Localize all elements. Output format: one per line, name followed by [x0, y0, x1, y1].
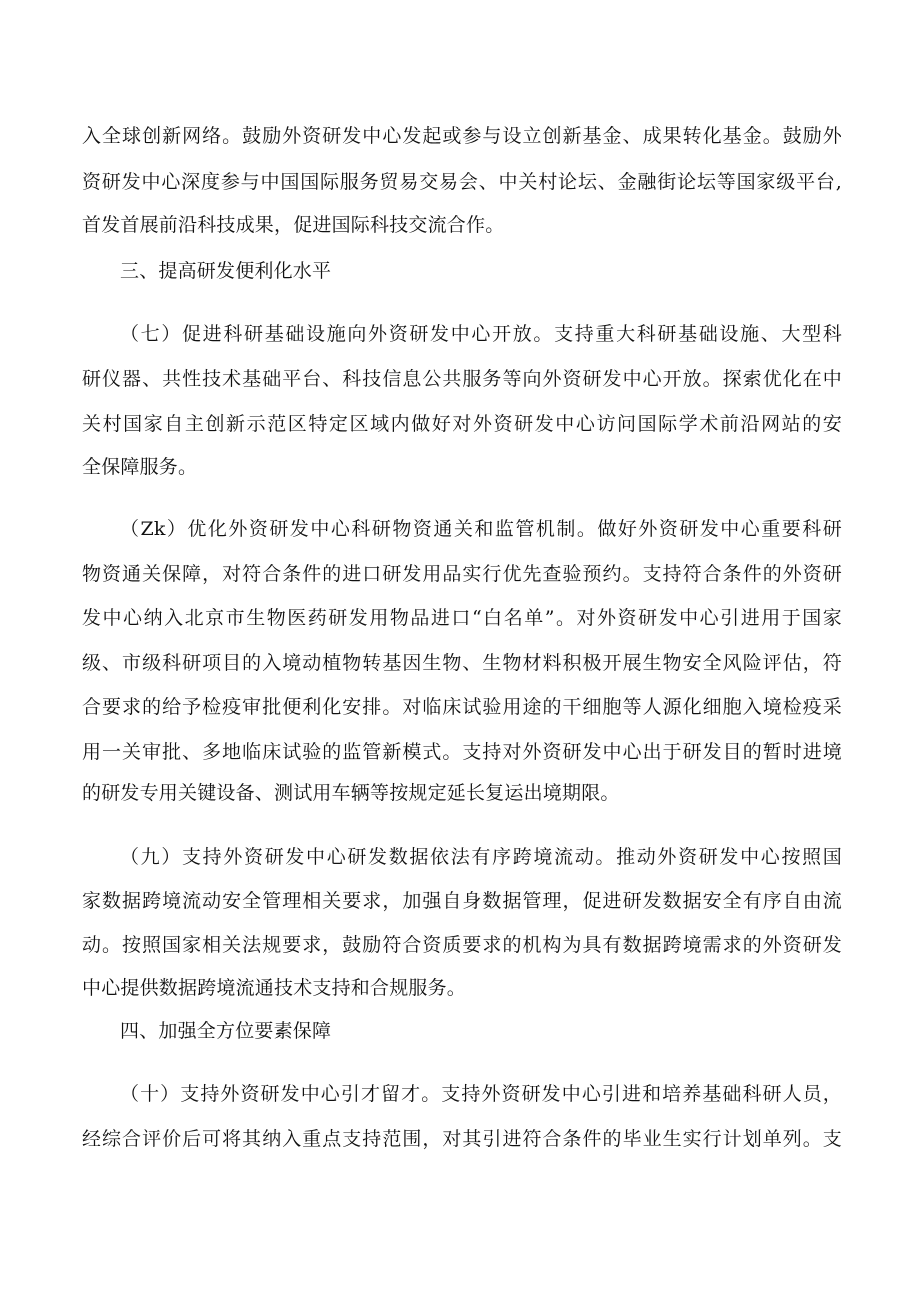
- text-line: 合要求的给予检疫审批便利化安排。对临床试验用途的干细胞等人源化细胞入境检疫采: [82, 696, 842, 718]
- text-line: 级、市级科研项目的入境动植物转基因生物、生物材料积极开展生物安全风险评估，符: [82, 652, 842, 674]
- text-line: 资研发中心深度参与中国国际服务贸易交易会、中关村论坛、金融街论坛等国家级平台,: [82, 171, 842, 193]
- text-line: 用一关审批、多地临床试验的监管新模式。支持对外资研发中心出于研发目的暂时进境: [82, 741, 842, 763]
- text-line: 经综合评价后可将其纳入重点支持范围，对其引进符合条件的毕业生实行计划单列。支: [82, 1128, 842, 1150]
- text-line: 首发首展前沿科技成果，促进国际科技交流合作。: [82, 214, 505, 236]
- text-line: 全保障服务。: [82, 456, 198, 478]
- text-line: 中心提供数据跨境流通技术支持和合规服务。: [82, 977, 467, 999]
- text-line: 关村国家自主创新示范区特定区域内做好对外资研发中心访问国际学术前沿网站的安: [82, 413, 842, 435]
- text-line: 发中心纳入北京市生物医药研发用物品进口“白名单”。对外资研发中心引进用于国家: [82, 607, 842, 629]
- text-line: 家数据跨境流动安全管理相关要求，加强自身数据管理，促进研发数据安全有序自由流: [82, 890, 842, 912]
- text-line: 动。按照国家相关法规要求，鼓励符合资质要求的机构为具有数据跨境需求的外资研发: [82, 934, 842, 956]
- text-line: 研仪器、共性技术基础平台、科技信息公共服务等向外资研发中心开放。探索优化在中: [82, 368, 842, 390]
- text-line: （九）支持外资研发中心研发数据依法有序跨境流动。推动外资研发中心按照国: [120, 846, 842, 868]
- text-line: 入全球创新网络。鼓励外资研发中心发起或参与设立创新基金、成果转化基金。鼓励外: [82, 125, 842, 147]
- text-line: （十）支持外资研发中心引才留才。支持外资研发中心引进和培养基础科研人员，: [120, 1083, 842, 1105]
- text-line: （Zk）优化外资研发中心科研物资通关和监管机制。做好外资研发中心重要科研: [120, 518, 842, 540]
- section-heading-4: 四、加强全方位要素保障: [120, 1020, 332, 1042]
- section-heading-3: 三、提高研发便利化水平: [120, 260, 332, 282]
- text-line: 物资通关保障，对符合条件的进口研发用品实行优先查验预约。支持符合条件的外资研: [82, 563, 842, 585]
- text-line: 的研发专用关键设备、测试用车辆等按规定延长复运出境期限。: [82, 782, 620, 804]
- text-line: （七）促进科研基础设施向外资研发中心开放。支持重大科研基础设施、大型科: [120, 323, 842, 345]
